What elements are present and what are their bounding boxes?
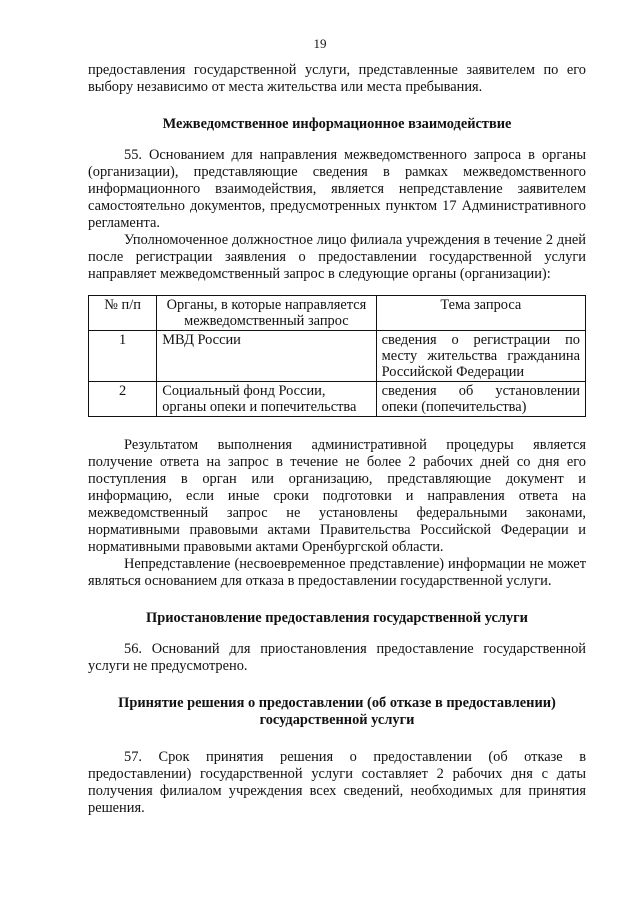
section-heading-decision-line2: государственной услуги — [259, 712, 415, 728]
table-row — [89, 331, 586, 382]
table-header-number: № п/п — [89, 296, 157, 331]
section-heading-interaction: Межведомственное информационное взаимодействие — [162, 116, 512, 132]
table-cell-organ: МВД России — [157, 331, 376, 382]
paragraph-57: 57. Срок принятия решения о предоставлении (об отказе в предоставлении) государственной услуги составляет 2 рабочих дня с даты получения филиалом учреждения всех сведений, необходимых для принятия решения. — [88, 749, 586, 816]
table-cell-topic: сведения о регистрации по месту жительства гражданина Российской Федерации — [376, 331, 585, 382]
paragraph-55: 55. Основанием для направления межведомственного запроса в органы (организации), представляющие сведения в рамках межведомственного информационного взаимодействия, является непредставление заявителем самостоятельно документов, предусмотренных пунктом 17 Административного регламента. — [88, 147, 586, 231]
table-header-topic: Тема запроса — [376, 296, 585, 331]
interagency-request-table — [88, 295, 586, 417]
table-row — [89, 382, 586, 417]
paragraph-continuation: предоставления государственной услуги, представленные заявителем по его выбору независимо от места жительства или места пребывания. — [88, 62, 586, 95]
paragraph-result: Результатом выполнения административной процедуры является получение ответа на запрос в течение не более 2 рабочих дней со дня его поступления в орган или организацию, представляющие документ и информацию, если иные сроки подготовки и направления ответа на межведомственный запрос не установлены федеральными законами, нормативными правовыми актами Правительства Российской Федерации и нормативными правовыми актами Оренбургской области. — [88, 437, 586, 555]
paragraph-56: 56. Оснований для приостановления предоставление государственной услуги не предусмотрено. — [88, 641, 586, 674]
table-header-organs: Органы, в которые направляется межведомственный запрос — [157, 296, 376, 331]
table-cell-number: 1 — [89, 331, 157, 382]
table-cell-organ: Социальный фонд России, органы опеки и попечительства — [157, 382, 376, 417]
paragraph-nonsubmission: Непредставление (несвоевременное представление) информации не может являться основанием для отказа в предоставлении государственной услуги. — [88, 556, 586, 589]
table-header-row — [89, 296, 586, 331]
document-body — [88, 62, 586, 817]
paragraph-55-authorized: Уполномоченное должностное лицо филиала учреждения в течение 2 дней после регистрации заявления о предоставлении государственной услуги направляет межведомственный запрос в следующие органы (организации): — [88, 232, 586, 282]
table-cell-topic: сведения об установлении опеки (попечительства) — [376, 382, 585, 417]
page-number: 19 — [313, 36, 327, 51]
table-cell-number: 2 — [89, 382, 157, 417]
section-heading-decision-line1: Принятие решения о предоставлении (об отказе в предоставлении) — [118, 695, 556, 711]
section-heading-suspension: Приостановление предоставления государственной услуги — [146, 610, 528, 626]
